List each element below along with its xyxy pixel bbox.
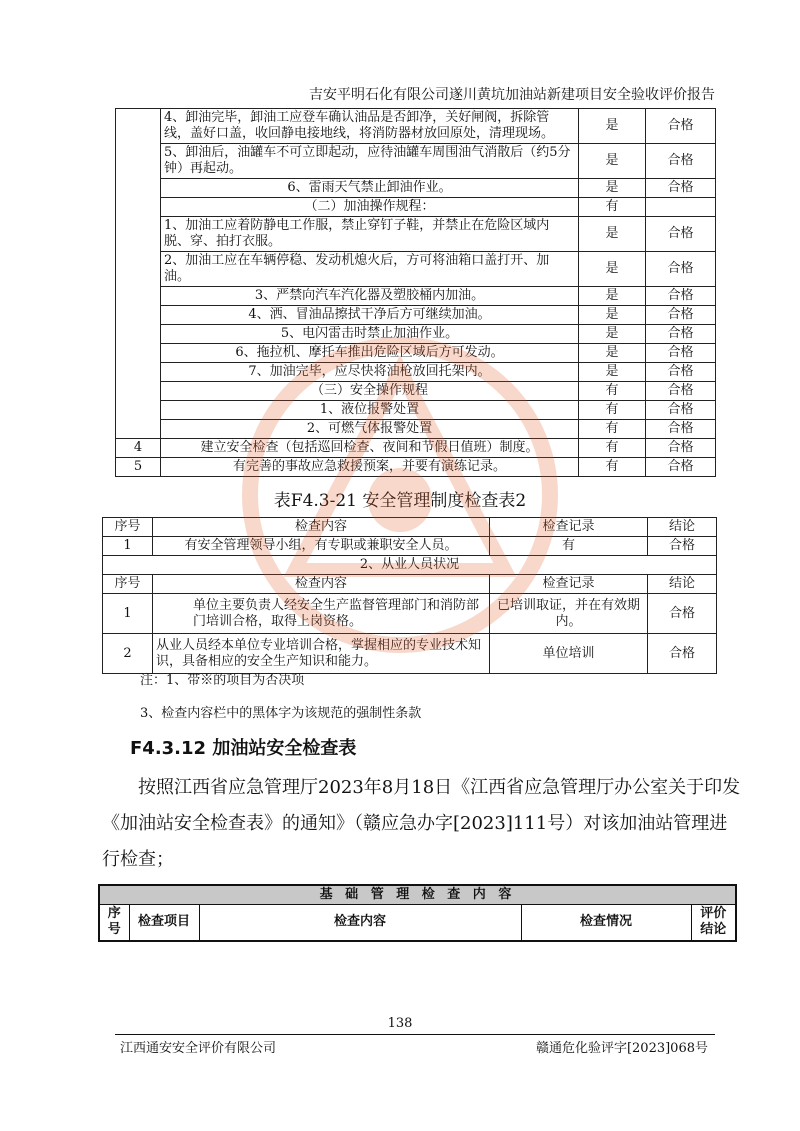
header-status: 检查情况 [521,905,691,941]
row-content: 5、卸油后，油罐车不可立即起动，应待油罐车周围油气消散后（约5分钟）再起动。 [161,144,579,179]
row-content: 建立安全检查（包括巡回检查、夜间和节假日值班）制度。 [161,439,579,458]
header-content: 检查内容 [153,518,490,537]
row-record: 是 [579,325,646,344]
note-1: 注：1、带※的项目为否决项 [140,673,305,688]
footer-company: 江西通安安全评价有限公司 [120,1041,277,1056]
row-record: 有 [579,198,646,217]
footer-report-number: 赣通危化验评字[2023]068号 [535,1041,708,1056]
row-record: 有 [579,458,646,477]
row-record: 单位培训 [490,634,648,674]
table-row [116,198,716,217]
row-content: 2、加油工应在车辆停稳、发动机熄火后，方可将油箱口盖打开、加油。 [161,252,579,287]
row-record: 是 [579,252,646,287]
table-row [116,401,716,420]
row-record: 是 [579,363,646,382]
row-record: 是 [579,287,646,306]
row-result: 合格 [646,439,716,458]
row-result: 合格 [646,179,716,198]
row-result: 合格 [646,458,716,477]
row-content: 6、雷雨天气禁止卸油作业。 [161,179,579,198]
header-record: 检查记录 [490,575,648,594]
table-row [116,144,716,179]
row-record: 有 [579,439,646,458]
basic-management-check-table [98,884,737,942]
table-row [116,458,716,477]
table-title-row [99,885,736,905]
row-content: 4、洒、冒油品擦拭干净后方可继续加油。 [161,306,579,325]
row-no: 1 [103,594,153,634]
note-3: 3、检查内容栏中的黑体字为该规范的强制性条款 [140,706,422,721]
row-result: 合格 [646,382,716,401]
row-content: （三）安全操作规程 [161,382,579,401]
empty-no-cell [116,109,161,439]
row-result: 合格 [646,306,716,325]
page-number: 138 [387,1016,413,1031]
row-result: 合格 [646,217,716,252]
row-result: 合格 [646,420,716,439]
row-content: 有完善的事故应急救援预案，并要有演练记录。 [161,458,579,477]
table-row [116,217,716,252]
header-content: 检查内容 [153,575,490,594]
table-row [116,363,716,382]
table-header-row [99,905,736,941]
row-no: 5 [116,458,161,477]
row-content: 单位主要负责人经安全生产监督管理部门和消防部门培训合格，取得上岗资格。 [153,594,490,634]
table-row [116,420,716,439]
table-row [103,594,717,634]
row-result: 合格 [648,537,717,556]
row-result: 合格 [646,363,716,382]
header-no: 序号 [103,518,153,537]
row-record: 是 [579,109,646,144]
safety-management-table-2 [102,517,717,674]
row-result: 合格 [646,401,716,420]
section-label: 2、从业人员状况 [103,556,717,575]
table-row [116,179,716,198]
row-no: 1 [103,537,153,556]
row-result: 合格 [646,344,716,363]
header-no: 序号 [99,905,129,941]
row-result: 合格 [646,287,716,306]
table-title: 基 础 管 理 检 查 内 容 [99,885,736,905]
row-no: 4 [116,439,161,458]
row-content: 1、液位报警处置 [161,401,579,420]
row-result: 合格 [646,144,716,179]
row-result: 合格 [646,252,716,287]
row-record: 有 [579,401,646,420]
table-row [116,325,716,344]
footer-divider [115,1034,715,1035]
table-row [116,306,716,325]
row-record: 是 [579,217,646,252]
header-item: 检查项目 [129,905,199,941]
row-record: 是 [579,306,646,325]
table-header-row [103,575,717,594]
row-record: 有 [490,537,648,556]
table-row [116,439,716,458]
row-result: 合格 [646,109,716,144]
table-header-row [103,518,717,537]
section-title: F4.3.12 加油站安全检查表 [130,738,357,759]
row-content: （二）加油操作规程： [161,198,579,217]
row-content: 1、加油工应着防静电工作服，禁止穿钉子鞋，并禁止在危险区域内脱、穿、拍打衣服。 [161,217,579,252]
table-row [116,252,716,287]
row-content: 从业人员经本单位专业培训合格，掌握相应的专业技术知识，具备相应的安全生产知识和能力。 [153,634,490,674]
row-result: 合格 [648,594,717,634]
table-caption: 表F4.3-21 安全管理制度检查表2 [273,491,527,511]
header-record: 检查记录 [490,518,648,537]
row-result: 合格 [646,325,716,344]
row-result: 合格 [648,634,717,674]
row-no: 2 [103,634,153,674]
table-row [116,344,716,363]
row-content: 有安全管理领导小组，有专职或兼职安全人员。 [153,537,490,556]
row-content: 5、电闪雷击时禁止加油作业。 [161,325,579,344]
row-content: 3、严禁向汽车汽化器及塑胶桶内加油。 [161,287,579,306]
row-result [646,198,716,217]
table-row [103,634,717,674]
row-record: 有 [579,420,646,439]
operation-rules-table [115,108,716,477]
row-record: 是 [579,179,646,198]
row-content: 7、加油完毕，应尽快将油枪放回托架内。 [161,363,579,382]
header-no: 序号 [103,575,153,594]
row-content: 4、卸油完毕，卸油工应登车确认油品是否卸净，关好闸阀，拆除管线，盖好口盖，收回静电接地线，将消防器材放回原处，清理现场。 [161,109,579,144]
table-row [116,109,716,144]
row-record: 是 [579,344,646,363]
header-result: 结论 [648,575,717,594]
table-row [116,382,716,401]
table-row [116,287,716,306]
row-content: 2、可燃气体报警处置 [161,420,579,439]
body-paragraph: 按照江西省应急管理厅2023年8月18日《江西省应急管理厅办公室关于印发《加油站安全检查表》的通知》（赣应急办字[2023]111号）对该加油站管理进行检查； [102,777,741,870]
row-record: 已培训取证，并在有效期内。 [490,594,648,634]
header-content: 检查内容 [199,905,521,941]
row-record: 有 [579,382,646,401]
table-row [103,537,717,556]
section-row [103,556,717,575]
row-record: 是 [579,144,646,179]
header-result: 结论 [648,518,717,537]
row-content: 6、拖拉机、摩托车推出危险区域后方可发动。 [161,344,579,363]
page-header: 吉安平明石化有限公司遂川黄坑加油站新建项目安全验收评价报告 [115,84,715,109]
header-conclusion: 评价结论 [691,905,736,941]
